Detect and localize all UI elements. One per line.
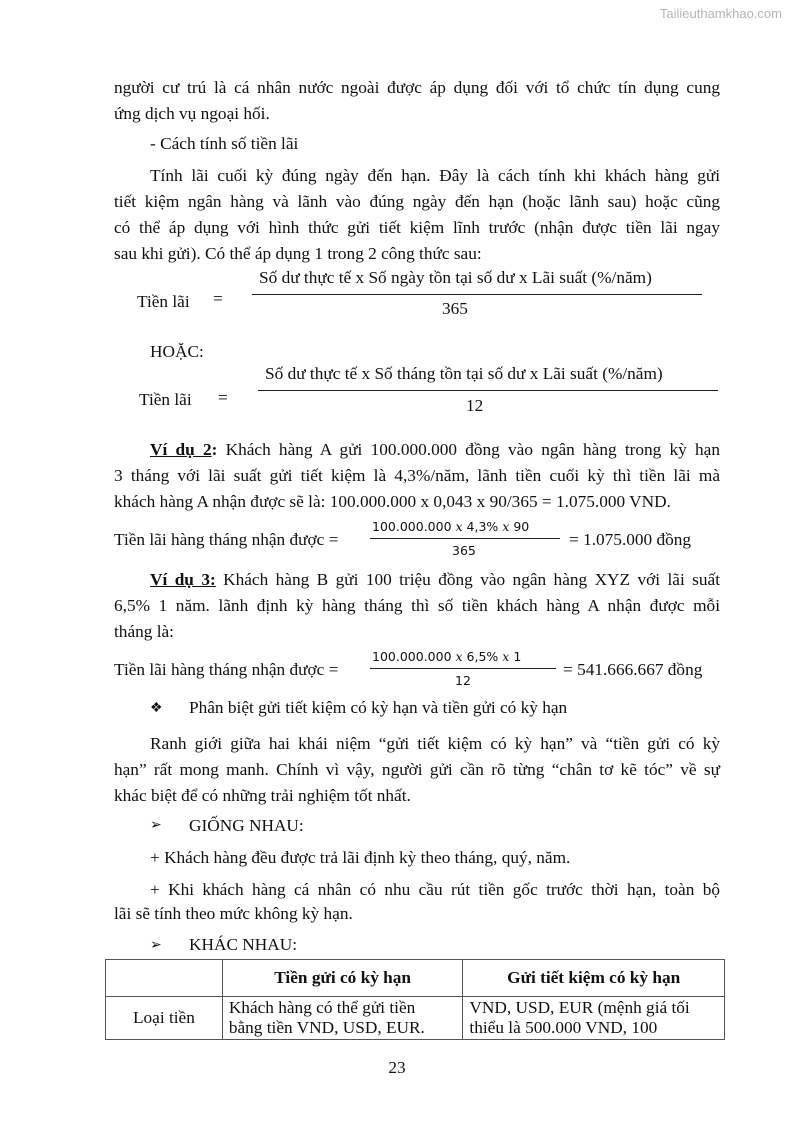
example-3-line <box>150 570 720 590</box>
formula-numerator: 100.000.000 x 4,3% x 90 <box>372 519 530 534</box>
paragraph-line: hạn” rất mong manh. Chính vì vậy, người gửi cần rõ từng “chân tơ kẽ tóc” về sự <box>114 760 720 779</box>
same-heading: GIỐNG NHAU: <box>189 816 304 835</box>
formula-equals: = <box>218 388 228 407</box>
paragraph-line: sau khi gửi). Có thể áp dụng 1 trong 2 công thức sau: <box>114 244 482 263</box>
formula-result: = 541.666.667 đồng <box>563 660 703 679</box>
arrow-bullet-icon: ➢ <box>150 938 162 953</box>
formula-numerator: Số dư thực tế x Số ngày tồn tại số dư x Lãi suất (%/năm) <box>259 268 652 287</box>
paragraph-line: khác biệt để có những trải nghiệm tốt nhất. <box>114 786 411 805</box>
fraction-bar <box>370 668 556 669</box>
table-cell: VND, USD, EUR (mệnh giá tối thiểu là 500.000 VND, 100 <box>463 997 725 1040</box>
formula-numerator: 100.000.000 x 6,5% x 1 <box>372 649 522 664</box>
formula-lhs: Tiền lãi hàng tháng nhận được = <box>114 530 339 549</box>
formula-denominator: 12 <box>466 396 484 415</box>
comparison-table <box>105 959 725 1040</box>
paragraph-line: ứng dịch vụ ngoại hối. <box>114 104 270 123</box>
table-row-label: Loại tiền <box>106 997 223 1040</box>
example-3-label: Ví dụ 3: <box>150 570 216 589</box>
or-label: HOẶC: <box>150 342 204 361</box>
table-cell: Khách hàng có thể gửi tiền bằng tiền VND, USD, EUR. <box>222 997 463 1040</box>
formula-lhs: Tiền lãi hàng tháng nhận được = <box>114 660 339 679</box>
diff-heading: KHÁC NHAU: <box>189 935 298 954</box>
section-title-compare: Phân biệt gửi tiết kiệm có kỳ hạn và tiền gửi có kỳ hạn <box>189 698 568 717</box>
formula-lhs: Tiền lãi <box>139 390 192 409</box>
fraction-bar <box>370 538 560 539</box>
table-header-term-deposit: Tiền gửi có kỳ hạn <box>222 960 463 997</box>
table-header-term-savings: Gửi tiết kiệm có kỳ hạn <box>463 960 725 997</box>
formula-denominator: 365 <box>442 299 468 318</box>
paragraph-line: 6,5% 1 năm. lãnh định kỳ hàng tháng thì số tiền khách hàng A nhận được mỗi <box>114 596 720 615</box>
paragraph-line: Ranh giới giữa hai khái niệm “gửi tiết kiệm có kỳ hạn” và “tiền gửi có kỳ <box>150 734 720 753</box>
formula-equals: = <box>213 289 223 308</box>
table-header-row <box>106 960 725 997</box>
example-3-text: Khách hàng B gửi 100 triệu đồng vào ngân hàng XYZ với lãi suất <box>215 570 720 589</box>
fraction-bar <box>258 390 718 391</box>
same-item-continued: lãi sẽ tính theo mức không kỳ hạn. <box>114 904 353 923</box>
formula-lhs: Tiền lãi <box>137 292 190 311</box>
example-2-line <box>150 440 720 460</box>
page-number: 23 <box>388 1058 406 1077</box>
paragraph-line: tháng là: <box>114 622 174 641</box>
same-item: + Khi khách hàng cá nhân có nhu cầu rút tiền gốc trước thời hạn, toàn bộ <box>150 880 720 899</box>
paragraph-line: Tính lãi cuối kỳ đúng ngày đến hạn. Đây là cách tính khi khách hàng gửi <box>150 166 720 185</box>
paragraph-line: khách hàng A nhận được sẽ là: 100.000.000 x 0,043 x 90/365 = 1.075.000 VND. <box>114 492 671 511</box>
paragraph-line: có thể áp dụng với hình thức gửi tiết kiệm lĩnh trước (nhận được tiền lãi ngay <box>114 218 720 237</box>
formula-result: = 1.075.000 đồng <box>569 530 692 549</box>
paragraph-line: tiết kiệm ngân hàng và lãnh vào đúng ngày đến hạn (hoặc lãnh sau) hoặc cũng <box>114 192 720 211</box>
diamond-bullet-icon: ❖ <box>150 701 163 716</box>
formula-numerator: Số dư thực tế x Số tháng tồn tại số dư x Lãi suất (%/năm) <box>265 364 663 383</box>
paragraph-line: người cư trú là cá nhân nước ngoài được áp dụng đối với tổ chức tín dụng cung <box>114 78 720 97</box>
same-item: + Khách hàng đều được trả lãi định kỳ theo tháng, quý, năm. <box>150 848 571 867</box>
section-heading-interest: - Cách tính số tiền lãi <box>150 134 299 153</box>
table-header-empty <box>106 960 223 997</box>
formula-denominator: 365 <box>452 543 476 558</box>
example-2-label: Ví dụ 2 <box>150 440 212 459</box>
fraction-bar <box>252 294 702 295</box>
arrow-bullet-icon: ➢ <box>150 818 162 833</box>
formula-denominator: 12 <box>455 673 471 688</box>
table-row <box>106 997 725 1040</box>
example-2-colon: : <box>211 440 218 459</box>
example-2-text: Khách hàng A gửi 100.000.000 đồng vào ngân hàng trong kỳ hạn <box>217 440 720 459</box>
paragraph-line: 3 tháng với lãi suất gửi tiết kiệm là 4,3%/năm, lãnh tiền cuối kỳ thì tiền lãi mà <box>114 466 720 485</box>
watermark: Tailieuthamkhao.com <box>659 6 782 21</box>
